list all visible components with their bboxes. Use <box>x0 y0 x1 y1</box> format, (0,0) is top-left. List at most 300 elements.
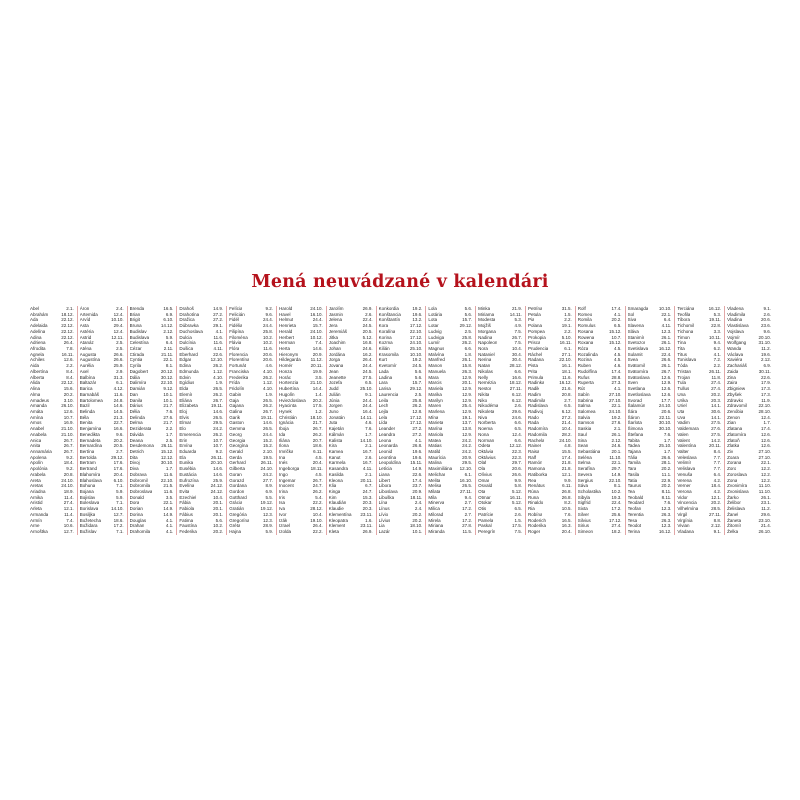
entry-name: Bertrand <box>79 466 98 472</box>
entry-date: 22.12. <box>61 380 74 386</box>
entry-name: Sean <box>577 443 589 449</box>
entry-name: Anica <box>30 437 42 443</box>
entry-name: Ramón <box>527 460 543 466</box>
entry-name: Tina <box>677 340 686 346</box>
entry-date: 22.12. <box>61 334 74 340</box>
entry-date: 5.3. <box>713 311 722 317</box>
entry-date: 26.6. <box>511 471 522 477</box>
entry-date: 20.9. <box>412 489 423 494</box>
entry-date: 20.6. <box>760 317 771 323</box>
entry-name: Zenóbia <box>727 408 744 414</box>
entry-date: 18.10. <box>409 523 423 529</box>
entry-date: 26.4. <box>63 340 74 346</box>
entry-date: 28.12. <box>509 363 522 369</box>
entry-name: Valdemara <box>677 426 699 432</box>
entry-date: 22.4. <box>661 351 672 357</box>
entry-date: 5.6. <box>464 306 473 311</box>
entry-date: 22.3. <box>511 454 522 460</box>
entry-date: 6.11. <box>313 448 323 454</box>
entry-date: 12.1. <box>63 506 74 512</box>
entry-date: 4.1. <box>614 311 622 317</box>
entry-name: Edmunda <box>179 368 199 374</box>
entry-date: 24.12. <box>210 489 224 494</box>
name-column <box>277 306 327 535</box>
entry-name: Sláva <box>627 328 639 334</box>
entry-date: 26.7. <box>511 334 522 340</box>
entry-name: Elvis <box>179 414 189 420</box>
entry-date: 11.2. <box>761 346 771 352</box>
name-column <box>576 306 626 535</box>
entry-date: 12.6. <box>661 386 672 392</box>
entry-name: Oktávius <box>478 454 496 460</box>
entry-name: Dita <box>129 454 138 460</box>
entry-date: 12.6. <box>63 357 74 363</box>
entry-name: Dobromila <box>129 483 151 489</box>
entry-date: 14.1. <box>711 414 722 420</box>
entry-name: Verner <box>677 483 691 489</box>
entry-date: 22.6. <box>213 351 224 357</box>
entry-date: 15.7. <box>312 323 323 329</box>
entry-date: 5.3. <box>514 317 522 323</box>
entry-name: Frída <box>229 380 240 386</box>
entry-date: 24.2. <box>262 471 273 477</box>
entry-name: Ina <box>278 454 286 460</box>
entry-date: 24.4. <box>262 317 273 323</box>
entry-name: Barnabáš <box>79 391 100 397</box>
entry-date: 20.1. <box>213 506 224 512</box>
entry-date: 25.9. <box>113 363 124 369</box>
entry-name: Primula <box>527 374 544 380</box>
entry-name: Hviezdoslava <box>278 397 306 403</box>
entry-date: 26.8. <box>561 494 572 500</box>
entry-name: Drahan <box>129 523 145 529</box>
entry-date: 22.3. <box>511 448 522 454</box>
entry-date: 27.2. <box>213 311 224 317</box>
entry-date: 10.1. <box>163 397 174 403</box>
entry-date: 15.12. <box>609 328 622 334</box>
entry-name: Edvin <box>179 374 191 380</box>
entry-date: 22.1. <box>611 460 622 466</box>
entry-name: Omar <box>478 477 490 483</box>
entry-name: Donald <box>129 494 144 500</box>
entry-date: 17.5. <box>312 403 323 409</box>
entry-name: Valent <box>677 437 690 443</box>
entry-date: 24.4. <box>362 403 373 409</box>
entry-date: 18.6. <box>113 517 124 523</box>
entry-name: Kamea <box>328 448 344 454</box>
entry-name: Gerald <box>229 448 243 454</box>
entry-date: 27.2. <box>412 431 423 437</box>
entry-date: 19.11. <box>211 403 224 409</box>
entry-name: Garik <box>229 414 240 420</box>
entry-date: 14.11. <box>509 311 522 317</box>
name-column <box>28 306 78 535</box>
entry-name: Sirius <box>577 523 590 529</box>
entry-date: 29.12. <box>409 386 423 392</box>
entry-name: Kleopatra <box>328 517 349 523</box>
entry-date: 24.7. <box>362 489 373 494</box>
entry-date: 29.6. <box>511 408 522 414</box>
entry-name: Hubertína <box>278 386 299 392</box>
entry-date: 6.10. <box>163 317 174 323</box>
entry-name: Wolfgang <box>727 340 747 346</box>
entry-name: Klaudián <box>328 500 347 506</box>
entry-date: 8.1. <box>165 363 174 369</box>
entry-date: 19.1. <box>462 414 473 420</box>
entry-name: Kasilda <box>328 471 344 477</box>
entry-date: 14.10. <box>111 506 124 512</box>
entry-date: 6.12. <box>511 397 522 403</box>
entry-date: 27.6. <box>163 414 174 420</box>
entry-date: 15.12. <box>160 448 174 454</box>
entry-name: Petula <box>527 311 541 317</box>
entry-name: Divoj <box>129 460 140 466</box>
entry-date: 24.4. <box>362 397 373 403</box>
entry-name: Velislava <box>677 466 696 472</box>
entry-name: Hieronym <box>278 351 299 357</box>
entry-date: 3.3. <box>713 328 722 334</box>
entry-name: Rosana <box>577 328 594 334</box>
entry-date: 17.3. <box>760 391 771 397</box>
entry-name: Jorga <box>328 357 341 363</box>
entry-date: 26.10. <box>61 403 74 409</box>
entry-name: Desdemona <box>129 443 154 449</box>
entry-name: Božislav <box>79 529 97 535</box>
name-column <box>476 306 526 535</box>
entry-name: Mína <box>428 414 439 420</box>
entry-date: 6.5. <box>514 426 522 432</box>
entry-date: 10.4. <box>511 346 522 352</box>
entry-name: Patrície <box>478 511 494 517</box>
entry-date: 7.7. <box>713 454 722 460</box>
entry-name: Asta <box>79 323 89 329</box>
entry-date: 20.12. <box>160 368 174 374</box>
entry-date: 8.1. <box>614 483 622 489</box>
entry-date: 22.1. <box>163 357 174 363</box>
entry-date: 8.4. <box>66 374 74 380</box>
entry-date: 24.2. <box>462 448 473 454</box>
entry-date: 26.5. <box>213 414 224 420</box>
entry-date: 7.1. <box>116 483 124 489</box>
entry-date: 30.4. <box>511 357 522 363</box>
entry-date: 10.4. <box>213 494 224 500</box>
entry-date: 24.10. <box>559 437 572 443</box>
entry-date: 26.11. <box>161 443 174 449</box>
entry-date: 17.4. <box>611 368 622 374</box>
entry-name: Romulus <box>577 323 596 329</box>
entry-date: 5.6. <box>414 368 423 374</box>
entry-date: 30.11. <box>758 368 771 374</box>
entry-date: 7.7. <box>713 460 722 466</box>
entry-date: 6.11. <box>562 483 572 489</box>
entry-date: 14.1. <box>711 403 722 409</box>
entry-date: 20.6. <box>511 466 522 472</box>
entry-name: Maximiliána <box>428 466 453 472</box>
entry-name: Augustína <box>79 357 101 363</box>
entry-name: Axel <box>79 368 89 374</box>
entry-date: 19.12. <box>260 506 273 512</box>
entry-name: Zdravomil <box>727 403 747 409</box>
entry-date: 27.6. <box>611 420 622 426</box>
name-entry <box>428 529 472 535</box>
entry-name: Leila <box>378 397 389 403</box>
entry-name: Paskal <box>478 523 492 529</box>
entry-name: Damián <box>129 386 146 392</box>
entry-name: Lumír <box>428 340 440 346</box>
entry-name: Dora <box>129 500 140 506</box>
entry-name: Manuela <box>428 368 446 374</box>
entry-date: 10.2. <box>213 523 224 529</box>
entry-date: 10.10. <box>111 317 124 323</box>
entry-name: Tichona <box>677 328 694 334</box>
entry-date: 9.9. <box>514 477 522 483</box>
entry-name: Zoroslava <box>727 471 747 477</box>
entry-name: Libert <box>378 477 390 483</box>
entry-name: Ziv <box>727 448 734 454</box>
entry-date: 26.7. <box>312 426 323 432</box>
entry-name: Robína <box>527 511 543 517</box>
entry-name: Laurencia <box>378 391 399 397</box>
entry-name: Apolín <box>30 460 43 466</box>
entry-date: 2.2. <box>564 317 572 323</box>
entry-date: 20.4. <box>113 471 124 477</box>
entry-name: Zlatomíra <box>727 431 747 437</box>
entry-date: 30.12. <box>160 374 174 380</box>
name-column <box>526 306 576 535</box>
entry-date: 11.9. <box>761 397 771 403</box>
name-column <box>177 306 227 535</box>
entry-name: Gaja <box>229 397 239 403</box>
entry-name: Letícia <box>378 466 392 472</box>
name-entry <box>478 529 522 535</box>
entry-date: 10.10. <box>409 351 423 357</box>
entry-date: 2.12. <box>711 523 722 529</box>
entry-date: 19.6. <box>412 454 423 460</box>
entry-name: Ezechiel <box>179 494 197 500</box>
entry-date: 1.9. <box>215 380 224 386</box>
entry-name: Matias <box>428 443 442 449</box>
entry-date: 12.10. <box>210 357 224 363</box>
entry-date: 1.2. <box>315 408 323 414</box>
entry-date: 13.7. <box>462 420 473 426</box>
entry-date: 4.6. <box>614 363 622 369</box>
entry-name: Mara <box>428 374 439 380</box>
entry-name: Šalamún <box>627 403 646 409</box>
entry-date: 19.6. <box>412 311 423 317</box>
entry-date: 15.7. <box>462 317 473 323</box>
entry-date: 14.9. <box>163 511 174 517</box>
entry-date: 18.1. <box>561 368 572 374</box>
entry-date: 17.6. <box>113 460 124 466</box>
entry-name: Marína <box>428 426 443 432</box>
entry-name: Irina <box>278 489 288 494</box>
entry-date: 29.5. <box>213 420 224 426</box>
entry-date: 28.2. <box>561 431 572 437</box>
entry-date: 23.11. <box>360 523 373 529</box>
entry-name: Rinaldo <box>527 500 544 506</box>
entry-name: Bertram <box>79 460 96 466</box>
entry-name: Konkordia <box>378 306 399 311</box>
entry-name: Roxana <box>577 340 594 346</box>
entry-name: Budislav <box>129 328 147 334</box>
entry-date: 4.1. <box>165 529 174 535</box>
entry-date: 20.11. <box>310 363 323 369</box>
entry-date: 10.11. <box>708 334 722 340</box>
entry-name: Lota <box>428 317 438 323</box>
entry-name: Prudencia <box>527 346 549 352</box>
entry-name: Kvetomír <box>378 363 397 369</box>
entry-date: 21.8. <box>561 466 572 472</box>
entry-name: Salma <box>577 403 591 409</box>
entry-date: 2.1. <box>614 426 622 432</box>
entry-date: 23.7. <box>412 483 423 489</box>
entry-date: 1.12. <box>262 380 273 386</box>
entry-date: 4.1. <box>165 517 174 523</box>
entry-date: 11.6. <box>562 374 572 380</box>
entry-name: Ladina <box>378 374 393 380</box>
entry-date: 20.2. <box>213 529 224 535</box>
entry-name: Otokar <box>478 500 492 506</box>
entry-name: Delma <box>129 420 143 426</box>
entry-name: Želka <box>727 529 739 535</box>
entry-date: 25.10. <box>409 346 423 352</box>
entry-name: Tula <box>677 380 686 386</box>
entry-date: 8.11. <box>661 489 672 494</box>
entry-date: 6.4. <box>165 340 174 346</box>
entry-date: 24.2. <box>462 437 473 443</box>
entry-date: 24.2. <box>213 426 224 432</box>
entry-date: 19.10. <box>310 517 323 523</box>
entry-name: Svetlana <box>627 386 646 392</box>
name-column <box>128 306 178 535</box>
entry-date: 22.1. <box>661 311 672 317</box>
entry-date: 14.12. <box>160 323 174 329</box>
entry-name: Gordana <box>229 483 247 489</box>
entry-name: Georg <box>229 431 242 437</box>
entry-name: Fábia <box>179 500 191 506</box>
entry-date: 18.10. <box>310 414 323 420</box>
entry-name: Nora <box>478 346 488 352</box>
entry-date: 26.6. <box>113 351 124 357</box>
entry-name: Šára <box>627 408 638 414</box>
entry-date: 5.6. <box>464 311 473 317</box>
entry-name: Rea <box>527 477 537 483</box>
entry-name: Elizabeta <box>179 403 198 409</box>
entry-date: 14.6. <box>312 346 323 352</box>
entry-name: Radomíra <box>527 426 548 432</box>
entry-name: Dušica <box>179 346 194 352</box>
name-column <box>377 306 427 535</box>
entry-name: Bernadeta <box>79 437 101 443</box>
entry-date: 12.3. <box>262 511 273 517</box>
entry-date: 25.10. <box>360 386 373 392</box>
entry-name: Teofan <box>627 506 642 512</box>
entry-name: Roderika <box>527 523 546 529</box>
entry-date: 12.3. <box>661 506 672 512</box>
entry-name: Apolónia <box>30 466 48 472</box>
entry-name: Evelína <box>179 483 195 489</box>
entry-name: Gorazd <box>229 477 244 483</box>
entry-name: Dan <box>129 391 138 397</box>
entry-date: 20.11. <box>360 477 373 483</box>
entry-date: 7.4. <box>315 340 323 346</box>
entry-date: 24.2. <box>462 443 473 449</box>
entry-date: 20.2. <box>661 466 672 472</box>
entry-name: Valen <box>677 431 689 437</box>
entry-name: Lída <box>378 420 388 426</box>
entry-date: 9.1. <box>365 391 373 397</box>
entry-name: Jasmin <box>328 311 344 317</box>
entry-date: 20.2. <box>412 511 423 517</box>
entry-name: Svorad <box>627 397 642 403</box>
entry-name: Faustína <box>179 523 197 529</box>
entry-date: 20.4. <box>561 529 572 535</box>
entry-date: 26.2. <box>312 489 323 494</box>
entry-name: Artemida <box>79 311 98 317</box>
entry-date: 14.4. <box>312 386 323 392</box>
entry-date: 7.1. <box>116 500 124 506</box>
entry-date: 27.2. <box>561 414 572 420</box>
name-entry <box>628 529 672 535</box>
entry-name: Achiles <box>30 357 45 363</box>
entry-name: Teofila <box>677 311 691 317</box>
entry-date: 27.4. <box>611 523 622 529</box>
entry-name: Radomila <box>527 431 547 437</box>
entry-date: 19.11. <box>260 414 273 420</box>
entry-name: Žarko <box>727 494 739 500</box>
entry-name: Leontína <box>378 454 397 460</box>
entry-date: 6.9. <box>165 311 174 317</box>
entry-date: 26.10. <box>758 529 771 535</box>
entry-name: Eberhard <box>179 351 198 357</box>
entry-date: 26.2. <box>312 431 323 437</box>
entry-name: Alberta <box>30 374 45 380</box>
entry-date: 20.11. <box>708 443 722 449</box>
entry-date: 22.11. <box>659 414 672 420</box>
entry-name: Béla <box>79 414 89 420</box>
entry-name: Jordána <box>328 351 346 357</box>
entry-name: Leonid <box>378 448 393 454</box>
entry-name: Homér <box>278 363 293 369</box>
entry-date: 16.7. <box>362 460 373 466</box>
entry-date: 21.4. <box>561 420 572 426</box>
entry-name: Polana <box>527 323 542 329</box>
entry-name: Tita <box>677 346 685 352</box>
entry-name: Zbyšek <box>727 391 742 397</box>
entry-name: Lívius <box>378 517 391 523</box>
entry-date: 6.1. <box>464 471 473 477</box>
entry-date: 29.5. <box>462 460 473 466</box>
entry-name: Tamila <box>627 460 641 466</box>
entry-date: 30.10. <box>160 460 174 466</box>
entry-date: 17.4. <box>760 426 771 432</box>
entry-name: Peregrín <box>478 529 496 535</box>
entry-date: 4.1. <box>165 523 174 529</box>
entry-date: 4.5. <box>315 471 323 477</box>
entry-name: Natan <box>478 363 491 369</box>
entry-name: Jelena <box>328 317 343 323</box>
entry-name: Šarlota <box>627 420 642 426</box>
entry-name: Roderich <box>527 517 546 523</box>
entry-date: 9.4. <box>713 340 722 346</box>
entry-date: 3.5. <box>315 374 323 380</box>
entry-name: Kleona <box>328 477 343 483</box>
entry-date: 18.11. <box>310 466 323 472</box>
entry-name: Radinka <box>527 380 545 386</box>
entry-date: 17.12. <box>409 420 423 426</box>
entry-date: 10.7. <box>213 443 224 449</box>
entry-date: 25.6. <box>611 511 622 517</box>
